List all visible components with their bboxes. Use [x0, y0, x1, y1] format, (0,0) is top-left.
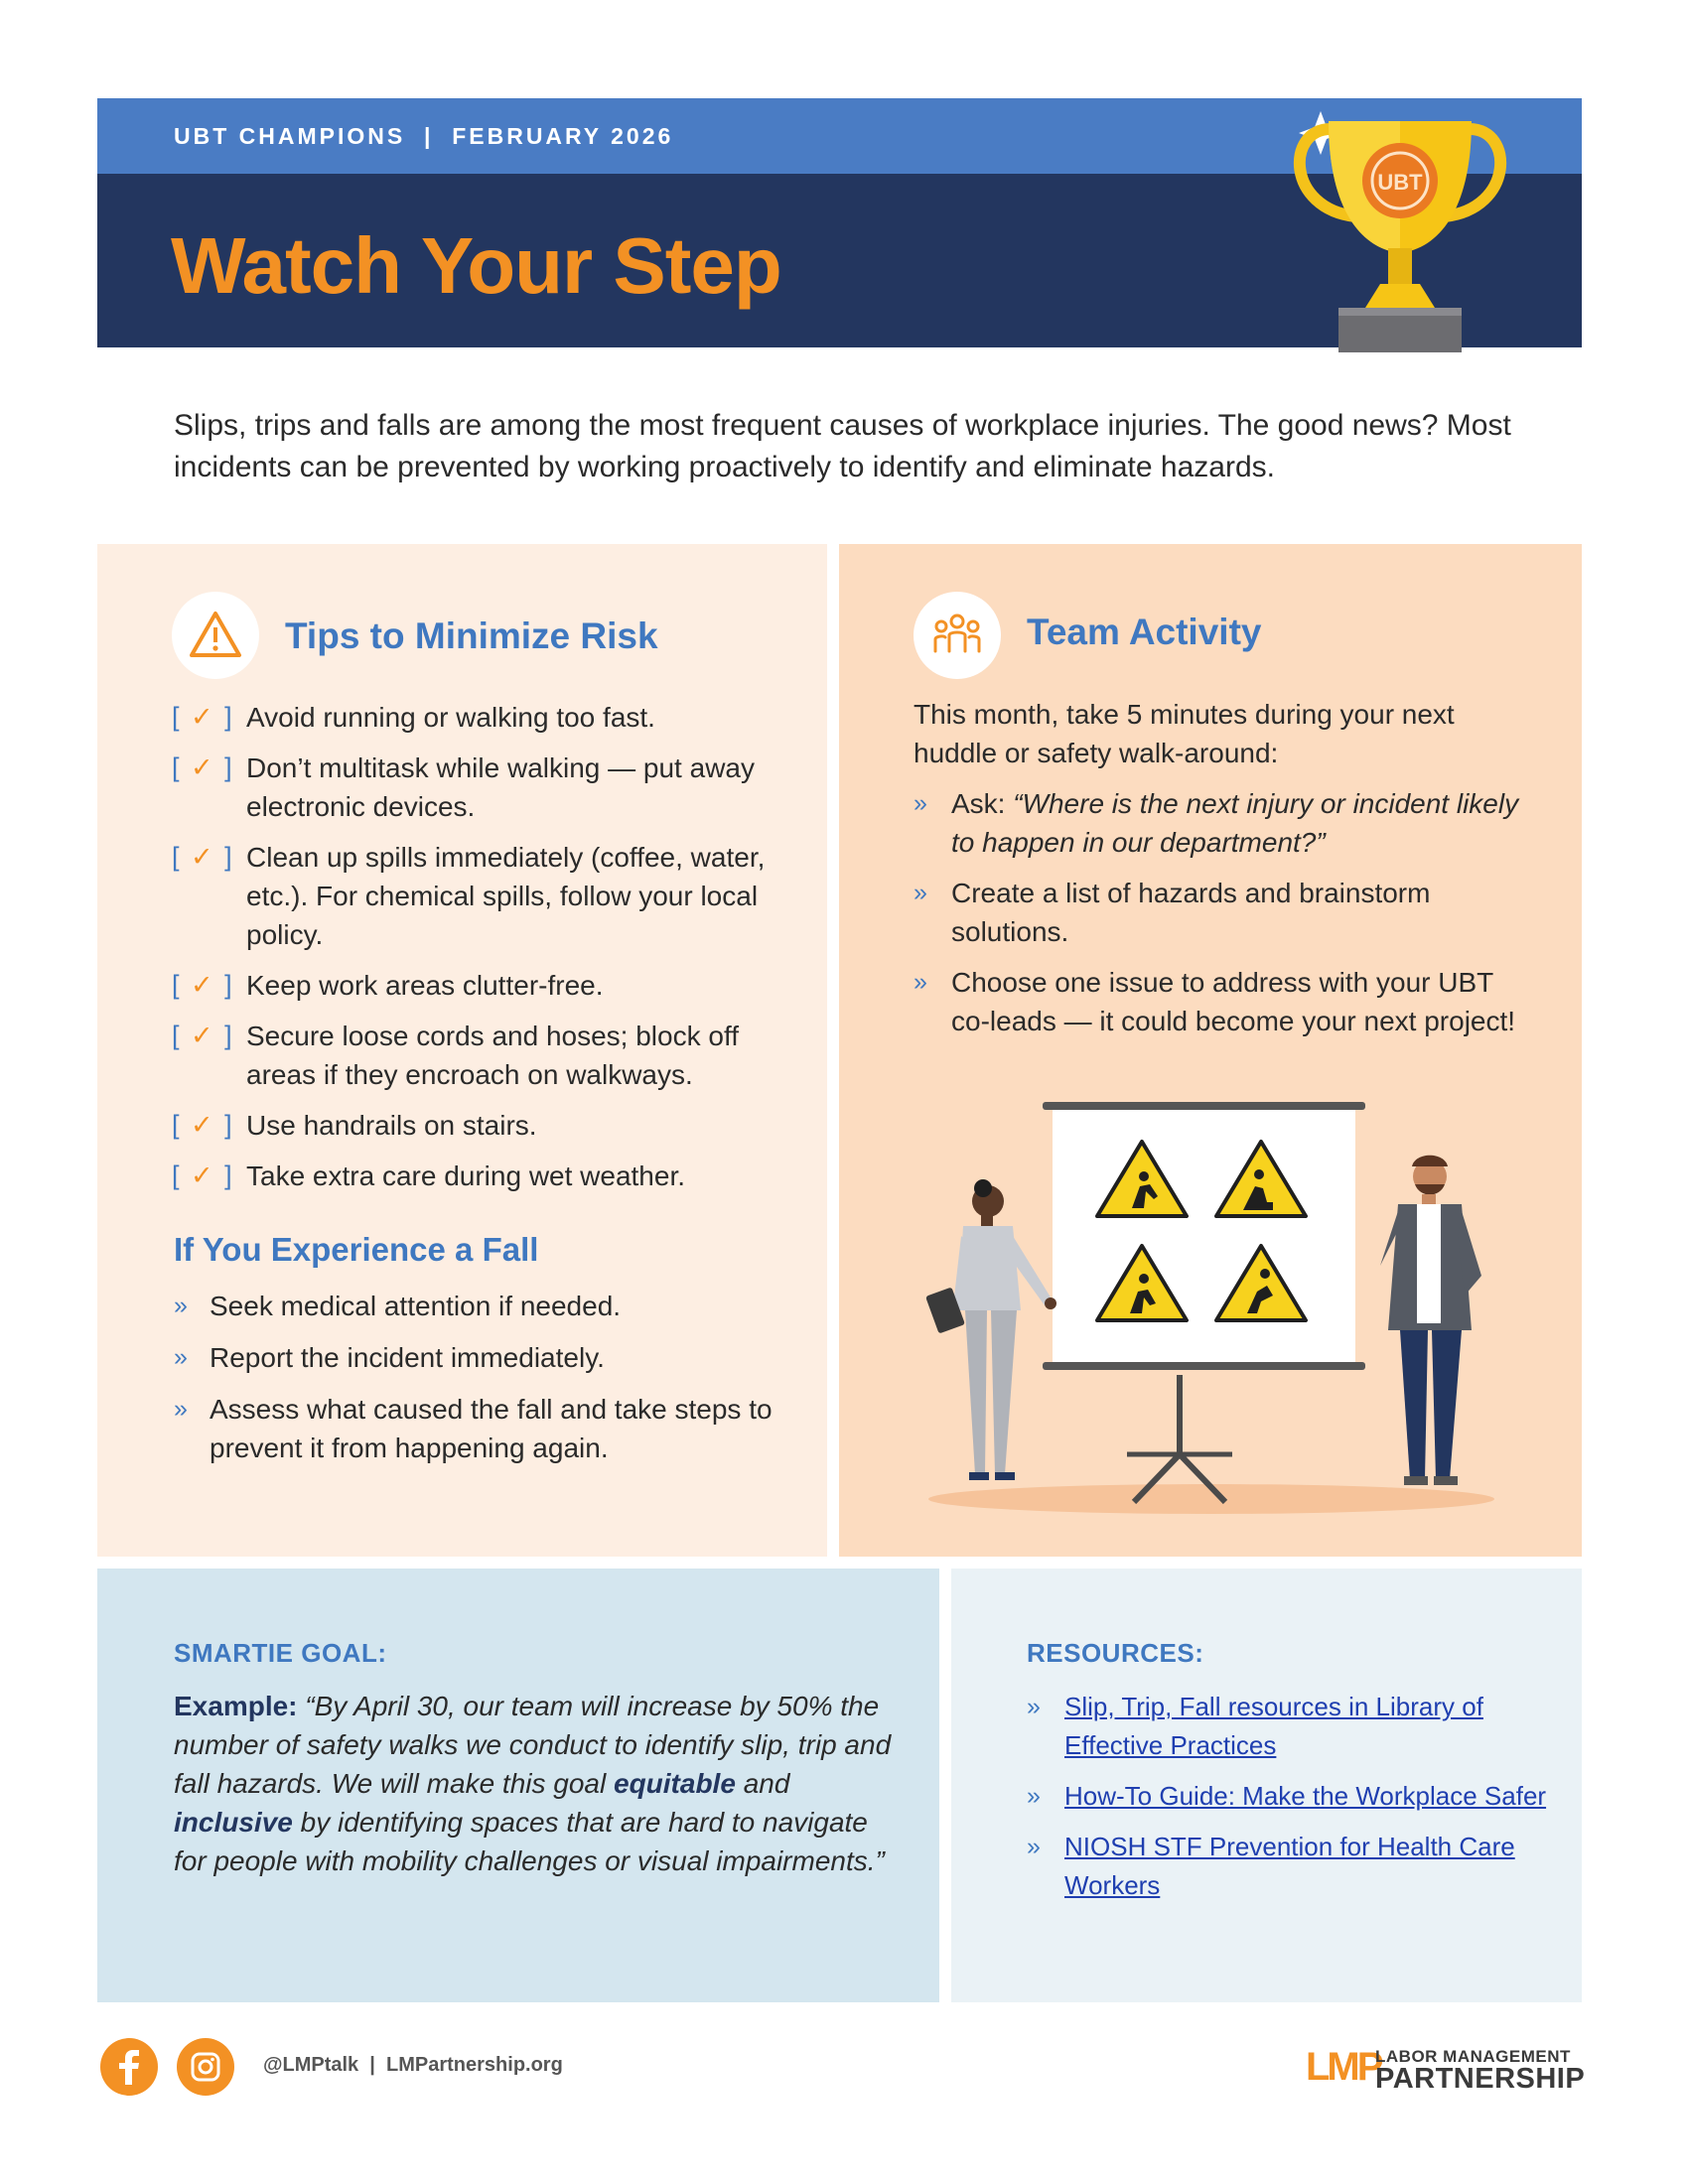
list-item: [ ✓ ] Don’t multitask while walking — put away electronic devices. — [172, 749, 787, 826]
list-item: » Choose one issue to address with your UBT co-leads — it could become your next project! — [914, 963, 1529, 1040]
check-icon: [ ✓ ] — [172, 702, 234, 732]
list-item — [1027, 1828, 1563, 1905]
team-activity-title: Team Activity — [1027, 612, 1262, 652]
list-item: » Assess what caused the fall and take steps to prevent it from happening again. — [174, 1390, 789, 1467]
raquo-bullet-icon: » — [1027, 1833, 1041, 1860]
resources-heading: RESOURCES: — [1027, 1638, 1204, 1668]
check-icon: [ ✓ ] — [172, 842, 234, 872]
team-icon — [914, 592, 1001, 679]
list-item: [ ✓ ] Keep work areas clutter-free. — [172, 966, 787, 1005]
raquo-bullet-icon: » — [1027, 1782, 1041, 1810]
page-title: Watch Your Step — [171, 221, 781, 310]
smartie-goal-text: Example: “By April 30, our team will increase by 50% the number of safety walks we conduct to identify slip, trip and fall hazards. We will make this goal equitable and inclusive by identifying spaces that are hard to navigate for people with mobility challenges or visual impairments.” — [174, 1691, 892, 1876]
list-item: [ ✓ ] Take extra care during wet weather. — [172, 1157, 787, 1195]
lmp-logo-line1: LABOR MANAGEMENT — [1375, 2047, 1571, 2066]
resource-link-how-to-guide[interactable]: How-To Guide: Make the Workplace Safer — [1064, 1781, 1547, 1811]
trophy-icon — [1281, 99, 1519, 352]
team-list — [914, 784, 1529, 1052]
list-item: » Ask: “Where is the next injury or incident likely to happen in our department?” — [914, 784, 1529, 862]
lmp-logo-line2: PARTNERSHIP — [1375, 2063, 1586, 2095]
fall-section-title: If You Experience a Fall — [174, 1231, 539, 1268]
fall-list — [174, 1287, 789, 1480]
raquo-bullet-icon: » — [914, 879, 927, 906]
raquo-bullet-icon: » — [914, 968, 927, 996]
check-icon: [ ✓ ] — [172, 1160, 234, 1190]
social-handle[interactable]: @LMPtalk — [263, 2054, 359, 2076]
raquo-bullet-icon: » — [174, 1395, 188, 1423]
facebook-icon[interactable] — [100, 2038, 158, 2096]
resources-list — [1027, 1688, 1563, 1917]
tips-title: Tips to Minimize Risk — [285, 615, 658, 656]
warning-icon — [172, 592, 259, 679]
instagram-icon[interactable] — [177, 2038, 234, 2096]
lmp-logo-mark: LMP — [1306, 2045, 1381, 2089]
list-item: » Create a list of hazards and brainstorm solutions. — [914, 874, 1529, 951]
raquo-bullet-icon: » — [174, 1343, 188, 1371]
raquo-bullet-icon: » — [174, 1292, 188, 1319]
raquo-bullet-icon: » — [1027, 1693, 1041, 1720]
smartie-goal-heading: SMARTIE GOAL: — [174, 1638, 387, 1668]
list-item: [ ✓ ] Avoid running or walking too fast. — [172, 698, 787, 737]
list-item: » Report the incident immediately. — [174, 1338, 789, 1377]
list-item: [ ✓ ] Secure loose cords and hoses; block off areas if they encroach on walkways. — [172, 1017, 787, 1094]
check-icon: [ ✓ ] — [172, 1110, 234, 1140]
team-intro: This month, take 5 minutes during your next huddle or safety walk-around: — [914, 699, 1455, 768]
trophy-label: UBT — [1377, 170, 1423, 195]
check-icon: [ ✓ ] — [172, 1021, 234, 1050]
check-icon: [ ✓ ] — [172, 752, 234, 782]
header-kicker: UBT CHAMPIONS | FEBRUARY 2026 — [174, 123, 674, 149]
website-link[interactable]: LMPartnership.org — [386, 2054, 563, 2076]
goal-example-label: Example: — [174, 1691, 298, 1721]
check-icon: [ ✓ ] — [172, 970, 234, 1000]
resource-link-stf-library[interactable]: Slip, Trip, Fall resources in Library of Effective Practices — [1064, 1692, 1483, 1760]
list-item: [ ✓ ] Use handrails on stairs. — [172, 1106, 787, 1145]
list-item: » Seek medical attention if needed. — [174, 1287, 789, 1325]
list-item — [1027, 1688, 1563, 1765]
footer-links: @LMPtalk | LMPartnership.org — [263, 2054, 563, 2076]
raquo-bullet-icon: » — [914, 789, 927, 817]
resource-link-niosh[interactable]: NIOSH STF Prevention for Health Care Workers — [1064, 1832, 1515, 1900]
presentation-illustration — [914, 1097, 1509, 1514]
list-item — [1027, 1777, 1563, 1816]
tips-list — [172, 698, 787, 1207]
intro-paragraph: Slips, trips and falls are among the most frequent causes of workplace injuries. The good news? Most incidents can be prevented by working proactively to identify and eliminate hazards. — [174, 409, 1511, 483]
list-item: [ ✓ ] Clean up spills immediately (coffee, water, etc.). For chemical spills, follow your local policy. — [172, 838, 787, 954]
